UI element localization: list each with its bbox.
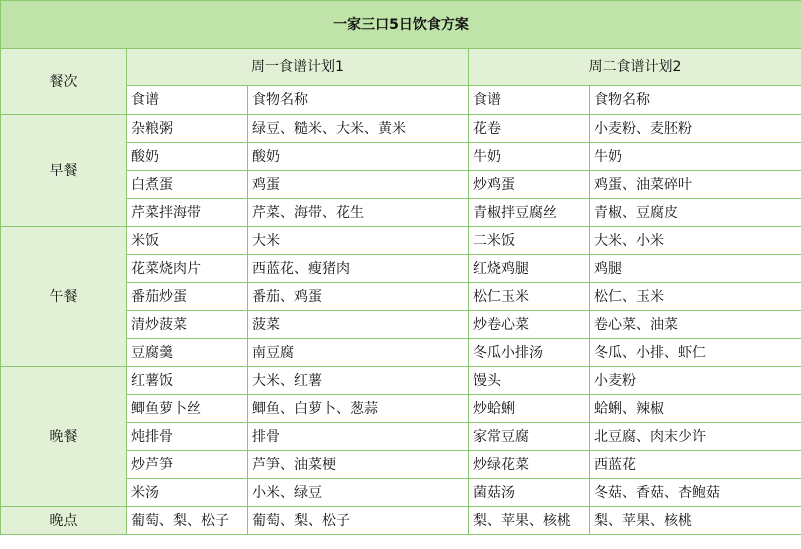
food-cell: 芹菜、海带、花生 <box>248 199 469 227</box>
food-cell: 大米、红薯 <box>248 367 469 395</box>
meal-name: 午餐 <box>1 227 127 367</box>
table-row <box>1 367 801 395</box>
food-cell: 鸡蛋、油菜碎叶 <box>590 171 801 199</box>
recipe-cell: 红薯饭 <box>127 367 248 395</box>
food-cell: 冬瓜、小排、虾仁 <box>590 339 801 367</box>
recipe-cell: 花卷 <box>469 115 590 143</box>
recipe-cell: 炒芦笋 <box>127 451 248 479</box>
plan-1-food-header: 食物名称 <box>248 86 469 115</box>
recipe-cell: 炒鸡蛋 <box>469 171 590 199</box>
food-cell: 梨、苹果、核桃 <box>590 507 801 535</box>
table-row <box>1 115 801 143</box>
recipe-cell: 花菜烧肉片 <box>127 255 248 283</box>
food-cell: 大米、小米 <box>590 227 801 255</box>
recipe-cell: 家常豆腐 <box>469 423 590 451</box>
food-cell: 牛奶 <box>590 143 801 171</box>
food-cell: 鸡蛋 <box>248 171 469 199</box>
plan-2-header: 周二食谱计划2 <box>469 49 801 86</box>
meal-name: 晚餐 <box>1 367 127 507</box>
plan-2-recipe-header: 食谱 <box>469 86 590 115</box>
table-row <box>1 227 801 255</box>
food-cell: 绿豆、糙米、大米、黄米 <box>248 115 469 143</box>
recipe-cell: 豆腐羹 <box>127 339 248 367</box>
recipe-cell: 番茄炒蛋 <box>127 283 248 311</box>
meal-name: 早餐 <box>1 115 127 227</box>
recipe-cell: 炒蛤蜊 <box>469 395 590 423</box>
food-cell: 西蓝花 <box>590 451 801 479</box>
recipe-cell: 冬瓜小排汤 <box>469 339 590 367</box>
recipe-cell: 炒绿花菜 <box>469 451 590 479</box>
recipe-cell: 清炒菠菜 <box>127 311 248 339</box>
food-cell: 大米 <box>248 227 469 255</box>
plan-2-food-header: 食物名称 <box>590 86 801 115</box>
food-cell: 排骨 <box>248 423 469 451</box>
food-cell: 芦笋、油菜梗 <box>248 451 469 479</box>
recipe-cell: 馒头 <box>469 367 590 395</box>
food-cell: 南豆腐 <box>248 339 469 367</box>
recipe-cell: 酸奶 <box>127 143 248 171</box>
food-cell: 葡萄、梨、松子 <box>248 507 469 535</box>
recipe-cell: 米饭 <box>127 227 248 255</box>
recipe-cell: 白煮蛋 <box>127 171 248 199</box>
recipe-cell: 鲫鱼萝卜丝 <box>127 395 248 423</box>
food-cell: 蛤蜊、辣椒 <box>590 395 801 423</box>
recipe-cell: 炖排骨 <box>127 423 248 451</box>
recipe-cell: 梨、苹果、核桃 <box>469 507 590 535</box>
recipe-cell: 牛奶 <box>469 143 590 171</box>
food-cell: 番茄、鸡蛋 <box>248 283 469 311</box>
food-cell: 鲫鱼、白萝卜、葱蒜 <box>248 395 469 423</box>
food-cell: 冬菇、香菇、杏鲍菇 <box>590 479 801 507</box>
plan-1-header: 周一食谱计划1 <box>127 49 469 86</box>
recipe-cell: 芹菜拌海带 <box>127 199 248 227</box>
recipe-cell: 菌菇汤 <box>469 479 590 507</box>
food-cell: 青椒、豆腐皮 <box>590 199 801 227</box>
table-row <box>1 507 801 535</box>
food-cell: 卷心菜、油菜 <box>590 311 801 339</box>
recipe-cell: 炒卷心菜 <box>469 311 590 339</box>
recipe-cell: 米汤 <box>127 479 248 507</box>
food-cell: 酸奶 <box>248 143 469 171</box>
food-cell: 小米、绿豆 <box>248 479 469 507</box>
food-cell: 小麦粉、麦胚粉 <box>590 115 801 143</box>
recipe-cell: 杂粮粥 <box>127 115 248 143</box>
recipe-cell: 葡萄、梨、松子 <box>127 507 248 535</box>
recipe-cell: 松仁玉米 <box>469 283 590 311</box>
food-cell: 鸡腿 <box>590 255 801 283</box>
food-cell: 菠菜 <box>248 311 469 339</box>
recipe-cell: 红烧鸡腿 <box>469 255 590 283</box>
food-cell: 西蓝花、瘦猪肉 <box>248 255 469 283</box>
meal-column-header: 餐次 <box>1 49 127 115</box>
page-title: 一家三口5日饮食方案 <box>1 1 801 49</box>
meal-name: 晚点 <box>1 507 127 535</box>
food-cell: 松仁、玉米 <box>590 283 801 311</box>
food-cell: 小麦粉 <box>590 367 801 395</box>
recipe-cell: 二米饭 <box>469 227 590 255</box>
recipe-cell: 青椒拌豆腐丝 <box>469 199 590 227</box>
plan-1-recipe-header: 食谱 <box>127 86 248 115</box>
food-cell: 北豆腐、肉末少许 <box>590 423 801 451</box>
